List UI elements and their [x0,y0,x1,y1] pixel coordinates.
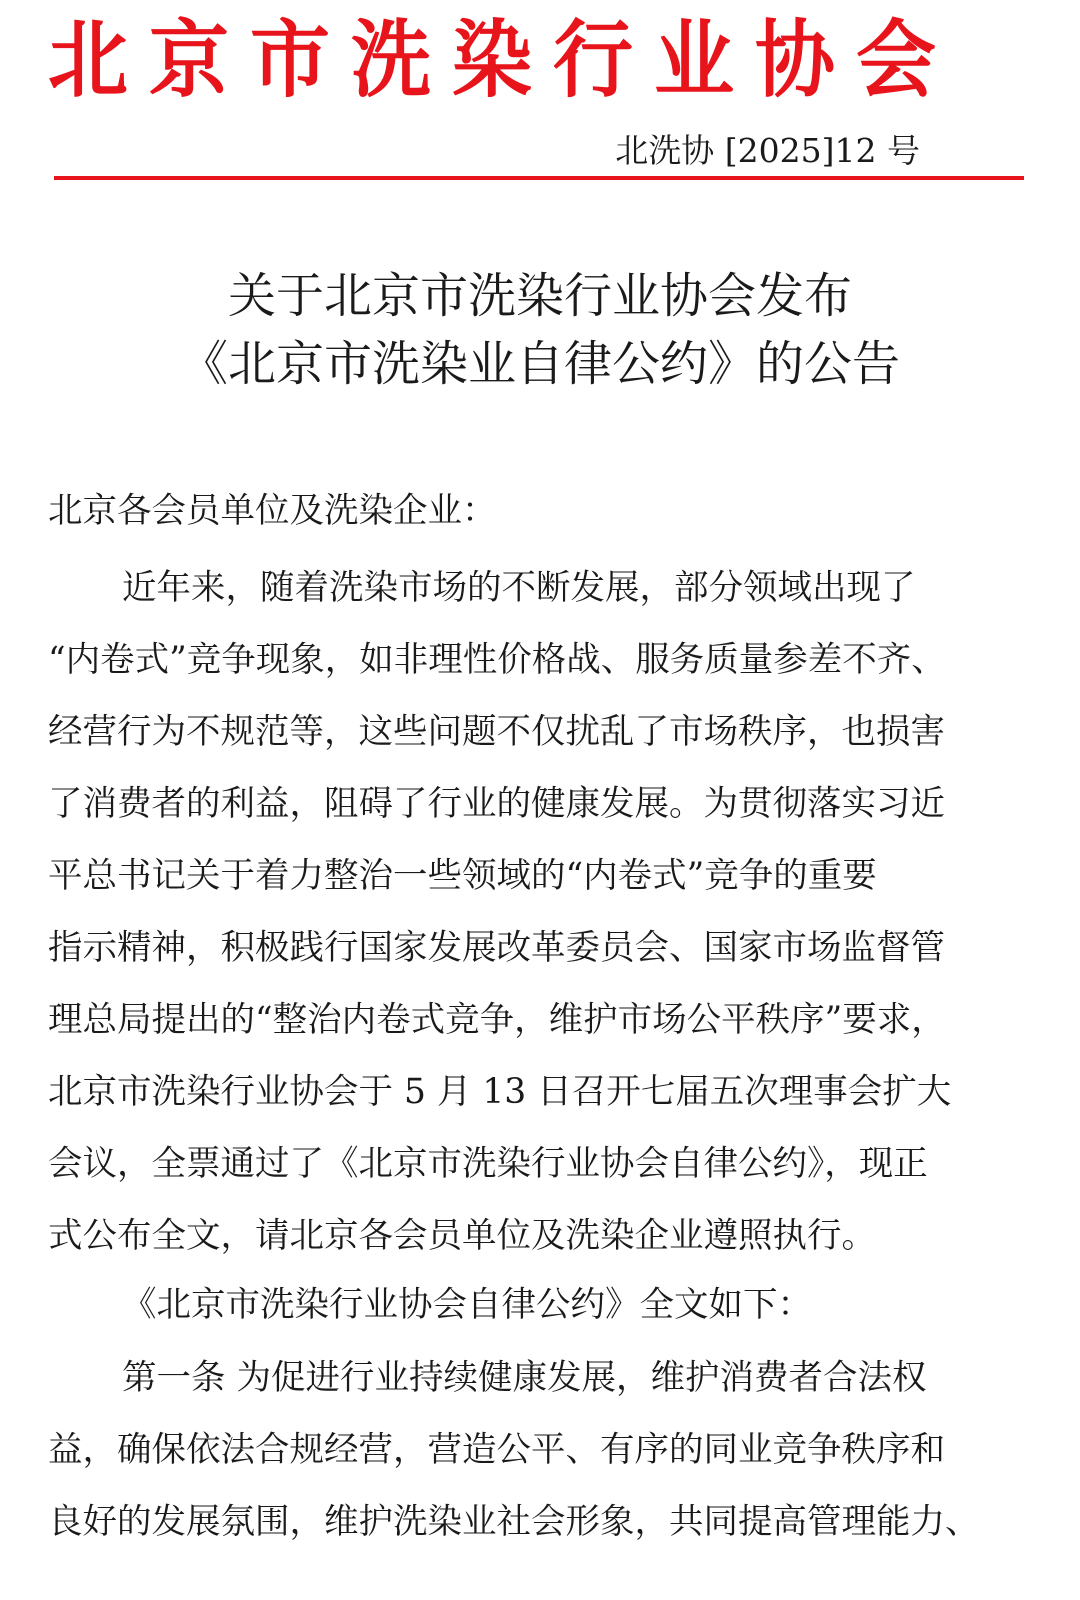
paragraph-line: 了消费者的利益，阻碍了行业的健康发展。为贯彻落实习近 [48,784,945,824]
salutation: 北京各会员单位及洗染企业： [48,491,497,531]
paragraph-line: 理总局提出的“整治内卷式竞争，维护市场公平秩序”要求， [48,1000,946,1040]
paragraph-line: 式公布全文，请北京各会员单位及洗染企业遵照执行。 [48,1216,876,1256]
title-line-2: 《北京市洗染业自律公约》的公告 [179,336,900,392]
paragraph-3 [48,1342,1038,1558]
paragraph-line: “内卷式”竞争现象，如非理性价格战、服务质量参差不齐、 [48,640,946,680]
paragraph-2 [48,1269,1038,1341]
paragraph-line: 北京市洗染行业协会于 5 月 13 日召开七届五次理事会扩大 [48,1072,952,1112]
paragraph-line: 《北京市洗染行业协会自律公约》全文如下： [122,1285,812,1325]
organization-letterhead: 北京市洗染行业协会 [48,11,957,109]
paragraph-line: 益，确保依法合规经营，营造公平、有序的同业竞争秩序和 [48,1430,945,1470]
title-line-1: 关于北京市洗染行业协会发布 [227,268,852,324]
paragraph-line: 经营行为不规范等，这些问题不仅扰乱了市场秩序，也损害 [48,712,945,752]
paragraph-line: 平总书记关于着力整治一些领域的“内卷式”竞争的重要 [48,856,877,896]
paragraph-line: 良好的发展氛围，维护洗染业社会形象，共同提高管理能力、 [48,1502,980,1542]
letterhead-divider [54,176,1024,180]
paragraph-line: 指示精神，积极践行国家发展改革委员会、国家市场监督管 [48,928,945,968]
document-number: 北洗协 [2025]12 号 [615,131,920,170]
paragraph-line: 近年来，随着洗染市场的不断发展，部分领域出现了 [122,568,916,608]
document-title [0,262,1080,398]
paragraph-line: 会议，全票通过了《北京市洗染行业协会自律公约》，现正 [48,1144,928,1184]
paragraph-line: 第一条 为促进行业持续健康发展，维护消费者合法权 [122,1358,927,1398]
paragraph-1 [48,552,1038,1272]
